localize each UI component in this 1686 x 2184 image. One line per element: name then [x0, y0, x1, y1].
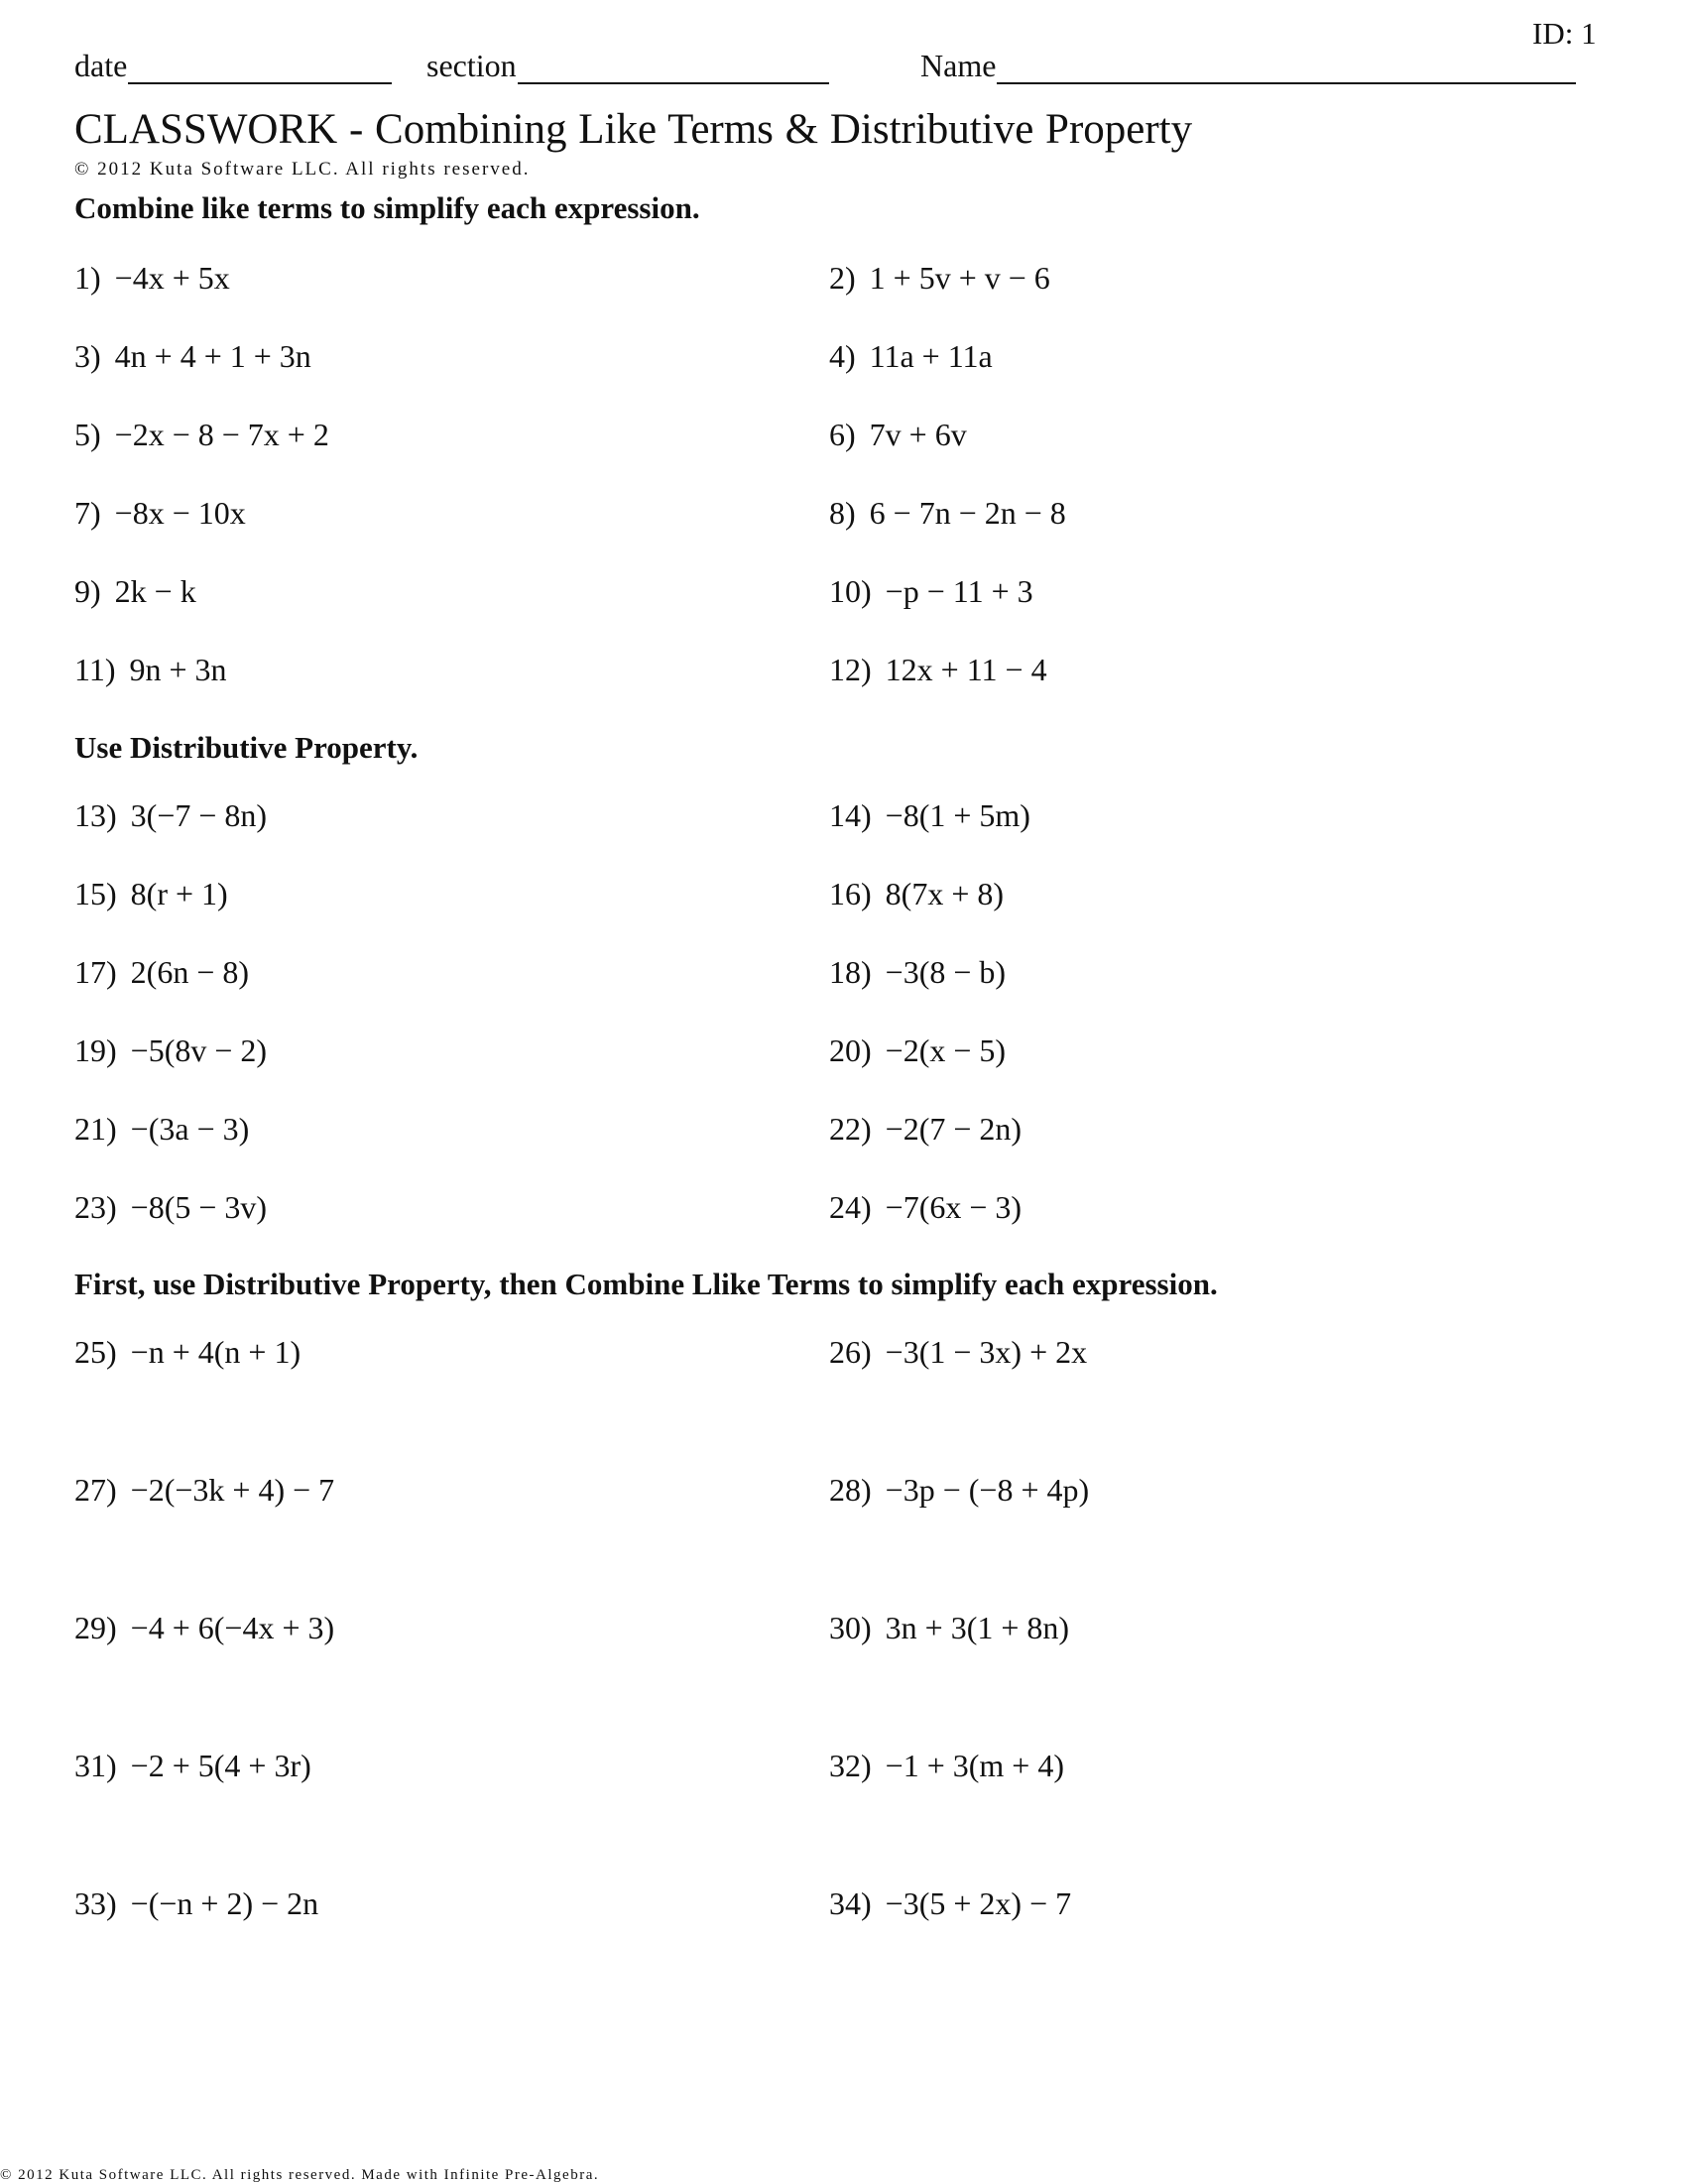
problem: 25) −n + 4(n + 1): [74, 1334, 301, 1370]
problem: 13) 3(−7 − 8n): [74, 797, 268, 833]
problem: 5) −2x − 8 − 7x + 2: [74, 417, 329, 452]
problem: 14) −8(1 + 5m): [829, 797, 1030, 833]
date-blank[interactable]: [128, 53, 392, 84]
section-label: section: [426, 48, 517, 83]
name-field[interactable]: [920, 48, 1576, 84]
problem: 8) 6 − 7n − 2n − 8: [829, 495, 1066, 531]
problem: 10) −p − 11 + 3: [829, 573, 1033, 609]
problem: 15) 8(r + 1): [74, 876, 228, 911]
problem: 9) 2k − k: [74, 573, 196, 609]
problem: 32) −1 + 3(m + 4): [829, 1748, 1064, 1783]
problem: 20) −2(x − 5): [829, 1032, 1007, 1068]
problem: 7) −8x − 10x: [74, 495, 246, 531]
worksheet-id: ID: 1: [1532, 16, 1597, 51]
section-field[interactable]: [426, 48, 829, 84]
problem: 34) −3(5 + 2x) − 7: [829, 1885, 1072, 1921]
problem: 19) −5(8v − 2): [74, 1032, 268, 1068]
problem: 31) −2 + 5(4 + 3r): [74, 1748, 311, 1783]
problem: 26) −3(1 − 3x) + 2x: [829, 1334, 1088, 1370]
problem: 28) −3p − (−8 + 4p): [829, 1472, 1090, 1508]
problem: 33) −(−n + 2) − 2n: [74, 1885, 319, 1921]
section-blank[interactable]: [518, 53, 829, 84]
problem: 6) 7v + 6v: [829, 417, 967, 452]
section-1-instruction: Combine like terms to simplify each expression.: [74, 190, 700, 225]
section-2-instruction: Use Distributive Property.: [74, 730, 419, 765]
problem: 1) −4x + 5x: [74, 260, 230, 296]
problem: 2) 1 + 5v + v − 6: [829, 260, 1050, 296]
problem: 30) 3n + 3(1 + 8n): [829, 1610, 1070, 1645]
copyright-notice: © 2012 Kuta Software LLC. All rights reserved.: [74, 159, 531, 180]
problem: 18) −3(8 − b): [829, 954, 1007, 990]
date-label: date: [74, 48, 128, 83]
problem: 23) −8(5 − 3v): [74, 1189, 268, 1225]
date-field[interactable]: [74, 48, 392, 84]
name-label: Name: [920, 48, 997, 83]
problem: 21) −(3a − 3): [74, 1111, 250, 1147]
problem: 22) −2(7 − 2n): [829, 1111, 1023, 1147]
problem: 4) 11a + 11a: [829, 338, 993, 374]
problem: 17) 2(6n − 8): [74, 954, 250, 990]
problem: 3) 4n + 4 + 1 + 3n: [74, 338, 311, 374]
problem: 24) −7(6x − 3): [829, 1189, 1023, 1225]
problem: 29) −4 + 6(−4x + 3): [74, 1610, 335, 1645]
problem: 11) 9n + 3n: [74, 652, 227, 687]
page-title: CLASSWORK - Combining Like Terms & Distributive Property: [74, 106, 1193, 153]
problem: 12) 12x + 11 − 4: [829, 652, 1047, 687]
problem: 27) −2(−3k + 4) − 7: [74, 1472, 335, 1508]
problem: 16) 8(7x + 8): [829, 876, 1005, 911]
name-blank[interactable]: [997, 53, 1576, 84]
section-3-instruction: First, use Distributive Property, then Combine Llike Terms to simplify each expression.: [74, 1267, 1218, 1301]
footer-copyright: © 2012 Kuta Software LLC. All rights reserved. Made with Infinite Pre-Algebra.: [0, 2167, 600, 2183]
